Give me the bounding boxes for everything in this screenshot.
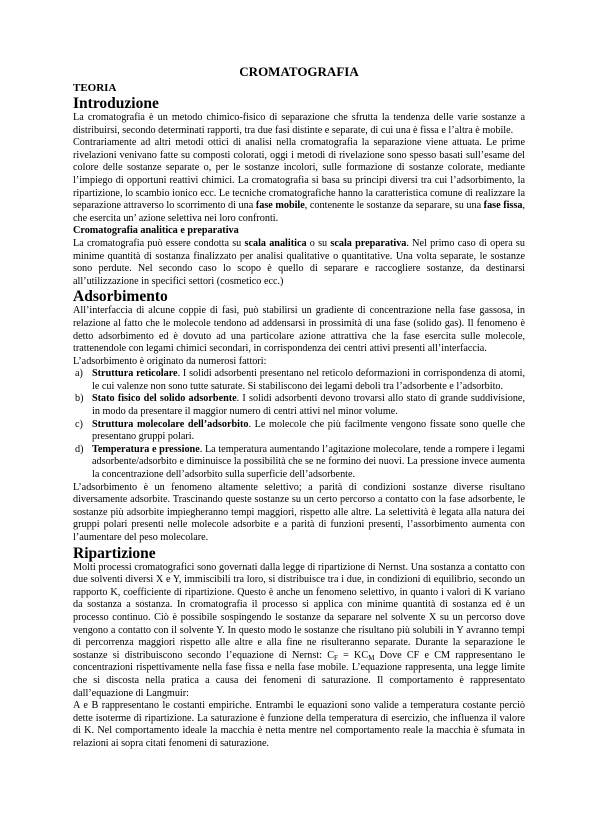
factor-term: Struttura reticolare bbox=[92, 368, 178, 380]
intro-paragraph-2 bbox=[73, 137, 525, 225]
factor-term: Struttura molecolare dell’adsorbito bbox=[92, 418, 249, 430]
list-marker: a) bbox=[75, 368, 83, 380]
list-item bbox=[73, 368, 525, 393]
adsorbimento-paragraph-1: All’interfaccia di alcune coppie di fasi, può stabilirsi un gradiente di concentrazione nella fase gassosa, in relazione al fatto che le molecole tendono ad addensarsi in prossimità di una fase (solido gas). Il fenomeno è detto adsorbimento ed è dovuto ad una particolare azione attrattiva che la fase esercita sulle molecole, trattenendole con legami chimici secondari, in corrispondenza dei centri attivi presenti all’interfaccia. bbox=[73, 305, 525, 355]
list-marker: c) bbox=[75, 418, 83, 430]
text-run: , contenente le sostanze da separare, su una bbox=[304, 200, 484, 212]
text-run: , che esercita un’ azione selettiva nei loro confronti. bbox=[73, 200, 525, 224]
adsorbimento-paragraph-3: L’adsorbimento è un fenomeno altamente selettivo; a parità di condizioni sostanze diverse risultano diversamente adsorbite. Trascinando queste sostanze su un certo percorso a contatto con la fase adsorbente, le sostanze più adsorbite impiegheranno tempi maggiori, rispetto alle altre. La selettività è legata alla natura dei gruppi polari presenti nelle molecole adsorbite e a parità di funzioni presenti, l’assorbimento aumenta con l’aumentare del peso molecolare. bbox=[73, 481, 525, 543]
text-run: Contrariamente ad altri metodi ottici di analisi nella cromatografia la separazione viene attuata. Le prime rivelazioni venivano fatte su composti colorati, oggi i metodi di rivelazione sono spesso basati sull’esame del colore delle sostanze separate o, per le sostanze incolori, sulle formazione di sostanze colorate, mediante l’impiego di opportuni reattivi chimici. La cromatografia si basa su principi diversi tra cui l’adsorbimento, la ripartizione, lo scambio ionico ecc. Le tecniche cromatografiche hanno la caratteristica comune di realizzare la separazione attraverso lo scorrimento di una bbox=[73, 137, 525, 212]
heading-introduzione: Introduzione bbox=[73, 95, 159, 112]
text-run: Dove CF e CM rappresentano le concentrazioni rispettivamente nella fase fissa e nella fase mobile. L’equazione rappresenta, una legge limite che si discosta nella pratica a causa dei fenomeni di saturazione. Il comportamento è rappresentato dall’equazione di Langmuir: bbox=[73, 649, 525, 699]
text-run: . Nel primo caso di opera su minime quantità di sostanza finalizzato per analisi qualitative o quantitative. Una volta separate, le sostanze sono perdute. Nel secondo caso lo scopo è quello di separare e raccogliere sostanze, da destinarsi all’utilizzazione in specifici settori (cosmetico ecc.) bbox=[73, 237, 525, 287]
ripartizione-paragraph-1 bbox=[73, 562, 525, 701]
text-run: Molti processi cromatografici sono governati dalla legge di ripartizione di Nernst. Una sostanza a contatto con due solventi diversi X e Y, immiscibili tra loro, si distribuisce tra i due, in condizioni di equilibrio, secondo un rapporto K, coefficiente di ripartizione. Questo è anche un fenomeno selettivo, in quanto i valori di K variano da sostanza a sostanza. In cromatografia il processo si applica con minime quantità di sostanza ed è un processo continuo. Ciò è possibile sospingendo le sostanze da separare nel solvente X su un percorso dove vengono a contatto con il solvente Y. In questo modo le sostanze che risultano più solubili in Y avranno tempi di percorrenza maggiori rispetto alle altre e alla fine ne risulteranno separate. Durante la separazione le sostanze si distribuiscono secondo l’equazione di Nernst: C bbox=[73, 561, 525, 661]
heading-adsorbimento: Adsorbimento bbox=[73, 288, 168, 306]
factor-term: Temperatura e pressione bbox=[92, 443, 200, 455]
text-run: o su bbox=[306, 237, 331, 249]
bold-term-scala-preparativa: scala preparativa bbox=[330, 237, 407, 249]
factor-text: . I solidi adsorbenti presentano nel reticolo deformazioni in corrispondenza di atomi, le cui valenze non sono tutte saturate. Si stabiliscono dei legami deboli tra l’adsorbente e l’adsorbito. bbox=[92, 368, 525, 392]
ripartizione-paragraph-2: A e B rappresentano le costanti empiriche. Entrambi le equazioni sono valide a temperatura costante perciò dette isoterme di ripartizione. La saturazione è funzione della temperatura di esercizio, che influenza il valore di K. Nel comportamento ideale la macchia è netta mentre nel comportamento reale la macchia è sfumata in relazioni ai sopra citati fenomeni di saturazione. bbox=[73, 700, 525, 749]
factor-term: Stato fisico del solido adsorbente bbox=[92, 393, 237, 405]
bold-term-fase-fissa: fase fissa bbox=[483, 200, 523, 212]
bold-term-scala-analitica: scala analitica bbox=[244, 237, 307, 249]
list-marker: d) bbox=[75, 443, 84, 455]
subscript-f: F bbox=[334, 653, 338, 662]
section-label: TEORIA bbox=[73, 82, 117, 94]
subscript-m: M bbox=[368, 653, 375, 662]
adsorbimento-paragraph-2: L’adsorbimento è originato da numerosi fattori: bbox=[73, 355, 267, 367]
subheading-analitica-preparativa: Cromatografia analitica e preparativa bbox=[73, 225, 239, 237]
list-item bbox=[73, 419, 525, 444]
text-run: La cromatografia può essere condotta su bbox=[73, 237, 245, 249]
bold-term-fase-mobile: fase mobile bbox=[255, 200, 305, 212]
list-item bbox=[73, 444, 525, 482]
document-page bbox=[73, 60, 525, 751]
list-marker: b) bbox=[75, 393, 84, 405]
factor-text: . I solidi adsorbenti devono trovarsi allo stato di grande suddivisione, in modo da presentare il maggior numero di centri attivi nel minor volume. bbox=[92, 393, 525, 418]
factor-text: . La temperatura aumentando l’agitazione molecolare, tende a rompere i legami adsorbente/adsorbito e diminuisce la possibilità che se ne formino dei nuovi. La pressione invece aumenta la concentrazione dell’adsorbito sulla superficie dell’adsorbente. bbox=[92, 443, 525, 481]
intro-paragraph-3 bbox=[73, 238, 525, 288]
equation-middle: = KC bbox=[337, 649, 369, 661]
intro-paragraph-1: La cromatografia è un metodo chimico-fisico di separazione che sfrutta la tendenza delle varie sostanze a distribuirsi, secondo determinati rapporti, tra due fasi distinte e separate, di cui una è fissa e l’altra è mobile. bbox=[73, 112, 525, 136]
document-title: CROMATOGRAFIA bbox=[239, 64, 359, 79]
list-item bbox=[73, 393, 525, 418]
factor-text: . Le molecole che più facilmente vengono fissate sono quelle che presentano gruppi polari. bbox=[92, 418, 525, 443]
factor-list bbox=[73, 368, 525, 481]
heading-ripartizione: Ripartizione bbox=[73, 544, 156, 562]
